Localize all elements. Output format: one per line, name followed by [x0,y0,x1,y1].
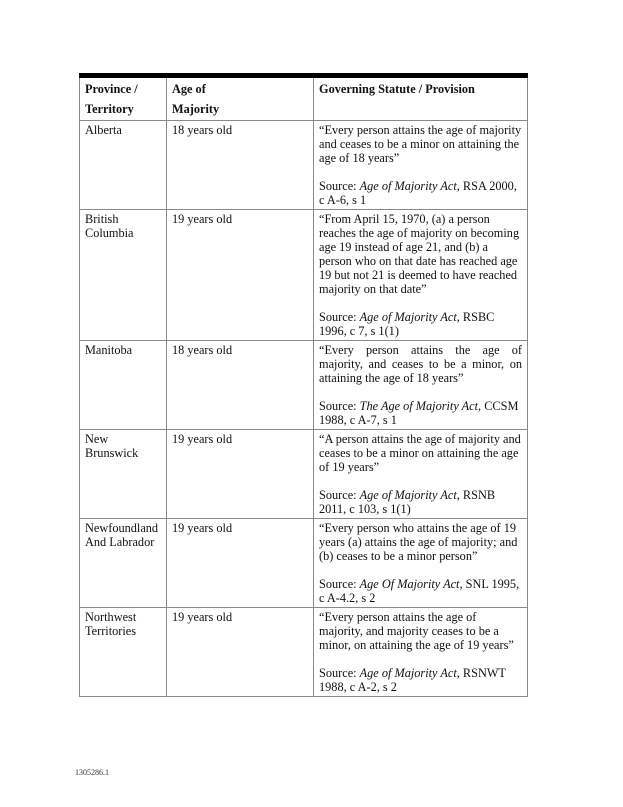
age-of-majority-table [79,73,528,697]
age-cell: 18 years old [167,121,314,210]
statute-source: Source: Age Of Majority Act, SNL 1995, c A-4.2, s 2 [319,577,520,605]
table-row [80,121,528,210]
table-row [80,430,528,519]
header-age: Age of Majority [167,76,314,121]
age-cell: 18 years old [167,341,314,430]
age-cell: 19 years old [167,210,314,341]
province-cell: Alberta [80,121,167,210]
statute-quote: “A person attains the age of majority and ceases to be a minor on attaining the age of 19 years” [319,432,521,474]
document-number: 1305286.1 [75,768,109,777]
statute-cell [314,121,528,210]
statute-cell [314,519,528,608]
statute-quote: “From April 15, 1970, (a) a person reaches the age of majority on becoming age 19 instead of age 21, and (b) a person who on that date has reached age 19 but not 21 is deemed to have reached majority on that date” [319,212,520,296]
province-cell: Northwest Territories [80,608,167,697]
age-cell: 19 years old [167,519,314,608]
statute-cell [314,430,528,519]
table-row [80,210,528,341]
table-header-row [80,76,528,121]
table-row [80,608,528,697]
province-cell: British Columbia [80,210,167,341]
age-cell: 19 years old [167,608,314,697]
statute-source: Source: Age of Majority Act, RSNB 2011, c 103, s 1(1) [319,488,496,516]
statute-cell [314,341,528,430]
statute-quote: “Every person attains the age of majority, and majority ceases to be a minor, on attaining the age of 19 years” [319,610,514,652]
province-cell: New Brunswick [80,430,167,519]
statute-quote: “Every person attains the age of majority and ceases to be a minor on attaining the age of 18 years” [319,123,522,165]
header-statute: Governing Statute / Provision [314,76,528,121]
statute-source: Source: Age of Majority Act, RSBC 1996, c 7, s 1(1) [319,310,495,338]
statute-source: Source: Age of Majority Act, RSA 2000, c A-6, s 1 [319,179,517,207]
age-cell: 19 years old [167,430,314,519]
statute-source: Source: Age of Majority Act, RSNWT 1988, c A-2, s 2 [319,666,506,694]
statute-quote: “Every person attains the age of majority, and ceases to be a minor, on attaining the age of 18 years” [319,343,522,385]
statute-quote: “Every person who attains the age of 19 years (a) attains the age of majority; and (b) ceases to be a minor person” [319,521,518,563]
province-cell: Manitoba [80,341,167,430]
table-row [80,519,528,608]
province-cell: Newfoundland And Labrador [80,519,167,608]
statute-source: Source: The Age of Majority Act, CCSM 1988, c A-7, s 1 [319,399,519,427]
header-province: Province / Territory [80,76,167,121]
table-row [80,341,528,430]
statute-cell [314,608,528,697]
statute-cell [314,210,528,341]
